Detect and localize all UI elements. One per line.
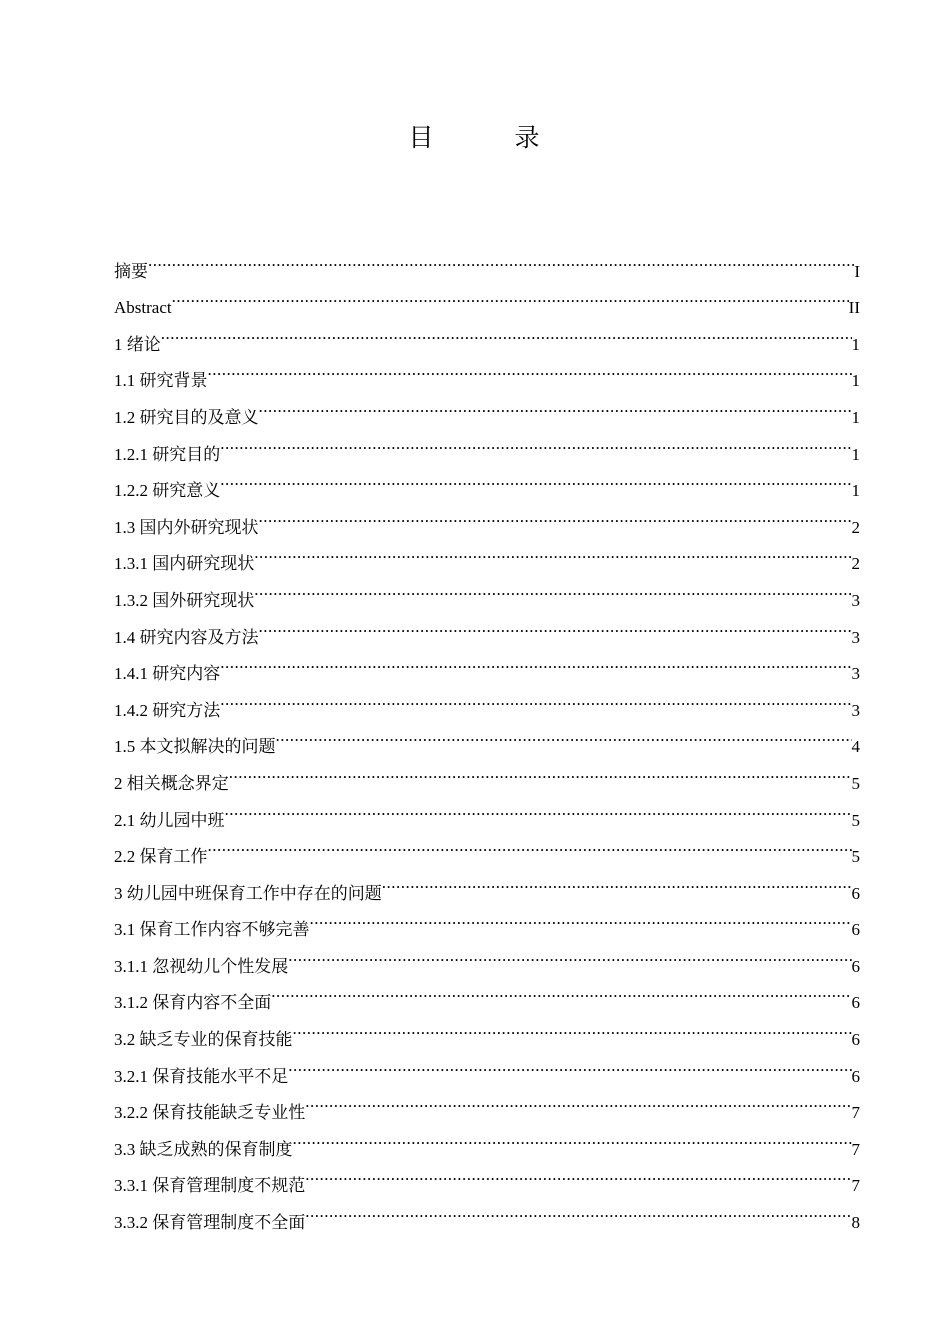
toc-dot-leader bbox=[208, 350, 852, 387]
toc-dot-leader bbox=[259, 496, 852, 533]
toc-dot-leader bbox=[161, 313, 852, 350]
toc-dot-leader bbox=[254, 533, 851, 570]
toc-dot-leader bbox=[220, 423, 851, 460]
toc-entry-label: 1.4.2 研究方法 bbox=[114, 700, 221, 720]
toc-entry-label: 3.2.2 保育技能缺乏专业性 bbox=[114, 1103, 306, 1123]
toc-entry[interactable] bbox=[114, 313, 860, 354]
toc-entry-label: 2.1 幼儿园中班 bbox=[114, 810, 225, 830]
toc-entry-label: 3.3.2 保育管理制度不全面 bbox=[114, 1213, 306, 1233]
toc-entry-label: 1.4 研究内容及方法 bbox=[114, 627, 259, 647]
toc-entry[interactable] bbox=[114, 386, 860, 427]
toc-entry-page-number: 1 bbox=[851, 407, 860, 427]
toc-dot-leader bbox=[259, 386, 852, 423]
toc-entry-label: 2 相关概念界定 bbox=[114, 773, 229, 793]
toc-entry-page-number: 2 bbox=[851, 554, 860, 574]
toc-dot-leader bbox=[305, 1155, 851, 1192]
toc-dot-leader bbox=[293, 1118, 852, 1155]
toc-dot-leader bbox=[172, 277, 849, 314]
toc-dot-leader bbox=[229, 752, 852, 789]
toc-entry-page-number: I bbox=[854, 261, 860, 281]
toc-entry-label: 1.3.1 国内研究现状 bbox=[114, 554, 255, 574]
toc-dot-leader bbox=[288, 935, 851, 972]
toc-entry[interactable] bbox=[114, 350, 860, 391]
toc-entry-label: 1 绪论 bbox=[114, 334, 161, 354]
toc-entry-page-number: 1 bbox=[851, 334, 860, 354]
toc-entry-page-number: 6 bbox=[851, 920, 860, 940]
toc-entry-page-number: 1 bbox=[851, 444, 860, 464]
toc-entry[interactable] bbox=[114, 643, 860, 684]
toc-entry-label: 1.3.2 国外研究现状 bbox=[114, 590, 255, 610]
toc-dot-leader bbox=[225, 789, 852, 826]
toc-entry-label: 2.2 保育工作 bbox=[114, 847, 208, 867]
toc-entry[interactable] bbox=[114, 716, 860, 757]
toc-entry-label: 3.1 保育工作内容不够完善 bbox=[114, 920, 310, 940]
toc-dot-leader bbox=[305, 1191, 851, 1228]
toc-entry-label: 3.3.1 保育管理制度不规范 bbox=[114, 1176, 306, 1196]
toc-entry-label: 3.3 缺乏成熟的保育制度 bbox=[114, 1139, 293, 1159]
toc-entry-page-number: 6 bbox=[851, 1066, 860, 1086]
toc-entry[interactable] bbox=[114, 862, 860, 903]
toc-entry-page-number: 2 bbox=[851, 517, 860, 537]
toc-entry-page-number: II bbox=[848, 298, 860, 318]
toc-entry-page-number: 3 bbox=[851, 664, 860, 684]
toc-entry-page-number: 3 bbox=[851, 627, 860, 647]
toc-entry-label: 1.2 研究目的及意义 bbox=[114, 407, 259, 427]
toc-entry-page-number: 3 bbox=[851, 700, 860, 720]
toc-entry-label: Abstract bbox=[114, 298, 172, 318]
toc-entry-page-number: 4 bbox=[851, 737, 860, 757]
toc-entry-label: 1.4.1 研究内容 bbox=[114, 664, 221, 684]
toc-entry-page-number: 1 bbox=[851, 481, 860, 501]
toc-entry[interactable] bbox=[114, 423, 860, 464]
toc-entry-page-number: 5 bbox=[851, 810, 860, 830]
toc-dot-leader bbox=[254, 569, 851, 606]
toc-entry-page-number: 6 bbox=[851, 1030, 860, 1050]
toc-dot-leader bbox=[382, 862, 852, 899]
toc-entry-page-number: 7 bbox=[851, 1139, 860, 1159]
toc-entry-label: 3.1.2 保育内容不全面 bbox=[114, 993, 272, 1013]
toc-entry-label: 1.5 本文拟解决的问题 bbox=[114, 737, 276, 757]
toc-dot-leader bbox=[288, 1045, 851, 1082]
toc-dot-leader bbox=[208, 826, 852, 863]
table-of-contents bbox=[114, 240, 860, 1233]
toc-dot-leader bbox=[310, 899, 852, 936]
page-title: 目 录 bbox=[408, 125, 568, 152]
toc-dot-leader bbox=[271, 972, 851, 1009]
toc-dot-leader bbox=[293, 1008, 852, 1045]
toc-entry-label: 3.2 缺乏专业的保育技能 bbox=[114, 1030, 293, 1050]
toc-entry-page-number: 6 bbox=[851, 883, 860, 903]
toc-entry-label: 3.2.1 保育技能水平不足 bbox=[114, 1066, 289, 1086]
toc-entry-page-number: 6 bbox=[851, 956, 860, 976]
toc-entry-label: 3.1.1 忽视幼儿个性发展 bbox=[114, 956, 289, 976]
toc-entry-label: 1.1 研究背景 bbox=[114, 371, 208, 391]
toc-entry-page-number: 8 bbox=[851, 1213, 860, 1233]
toc-entry-page-number: 5 bbox=[851, 847, 860, 867]
toc-dot-leader bbox=[259, 606, 852, 643]
toc-dot-leader bbox=[276, 716, 852, 753]
toc-dot-leader bbox=[220, 679, 851, 716]
toc-entry-page-number: 7 bbox=[851, 1103, 860, 1123]
toc-entry[interactable] bbox=[114, 460, 860, 501]
toc-dot-leader bbox=[305, 1082, 851, 1119]
toc-entry[interactable] bbox=[114, 826, 860, 867]
toc-entry[interactable] bbox=[114, 277, 860, 318]
toc-entry-label: 1.2.2 研究意义 bbox=[114, 481, 221, 501]
toc-dot-leader bbox=[148, 240, 854, 277]
toc-entry-label: 摘要 bbox=[114, 261, 148, 281]
toc-entry-page-number: 1 bbox=[851, 371, 860, 391]
toc-dot-leader bbox=[220, 643, 851, 680]
toc-entry-label: 1.2.1 研究目的 bbox=[114, 444, 221, 464]
toc-entry[interactable] bbox=[114, 679, 860, 720]
toc-entry-label: 1.3 国内外研究现状 bbox=[114, 517, 259, 537]
toc-entry[interactable] bbox=[114, 496, 860, 537]
toc-entry-page-number: 6 bbox=[851, 993, 860, 1013]
toc-entry-label: 3 幼儿园中班保育工作中存在的问题 bbox=[114, 883, 382, 903]
toc-entry-page-number: 3 bbox=[851, 590, 860, 610]
toc-entry-page-number: 5 bbox=[851, 773, 860, 793]
toc-dot-leader bbox=[220, 460, 851, 497]
toc-entry[interactable] bbox=[114, 240, 860, 281]
toc-entry[interactable] bbox=[114, 789, 860, 830]
toc-entry-page-number: 7 bbox=[851, 1176, 860, 1196]
